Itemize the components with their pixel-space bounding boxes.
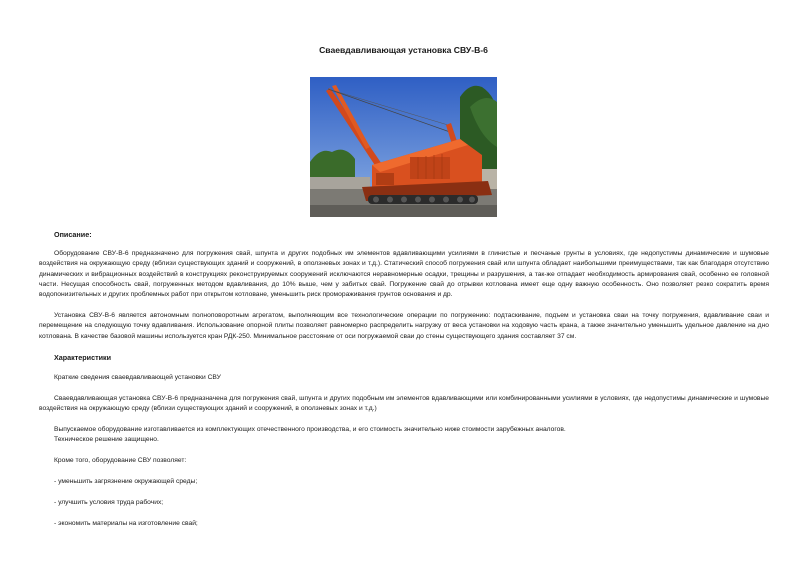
list-item: - экономить материалы на изготовление свай; (54, 520, 198, 527)
description-paragraph-2: Установка СВУ-В-6 является автономным полноповоротным агрегатом, выполняющим все технологические операции по погружению: подтаскивание, подъем и установка сваи на точку погружения, вдавливание сваи и перемещение на следующую точку вдавливания. Использование опорной плиты позволяет равномерно распределить нагрузку от веса установки на ходовую часть крана, а также значительно уменьшить удельное давление на дно котлована. В качестве базовой машины используется кран РДК-250. Минимальное расстояние от оси погружаемой сваи до стены существующего здания составляет 37 см. (39, 312, 769, 340)
description-paragraph-1: Оборудование СВУ-В-6 предназначено для погружения свай, шпунта и других подобных им элементов вдавливающими усилиями в глинистые и песчаные грунты в условиях, где недопустимы динамические и шумовые воздействия на окружающую среду (вблизи существующих зданий и сооружений, в оползневых зонах и т.д.). Статический способ погружения свай или шпунта обладает наибольшими преимуществами, так как благодаря отсутствию динамических и вибрационных воздействий в конструкциях реконструируемых сооружений исключаются неравномерные осадки, трещины и разрушения, а так-же отпадает необходимость армирования свай, особенно ее головной части. Несущая способность свай, погруженных методом вдавливания, до 10% выше, чем у забитых свай. Погружение свай до отрывки котлована имеет еще одну важную особенность. Оно позволяет резко сократить время водопонизительных и других проблемных работ при открытом котловане, уменьшить риск промораживания грунтов основания и др. (39, 250, 769, 299)
characteristics-paragraph: Сваевдавливающая установка СВУ-В-6 предназначена для погружения свай, шпунта и других подобным им элементов вдавливающими или комбинированными усилиями в условиях, где недопустимы динамические и шумовые воздействия на окружающую среду (вблизи существующих зданий и сооружений, в оползневых зонах и т.д.) (39, 395, 769, 413)
allows-intro: Кроме того, оборудование СВУ позволяет: (54, 457, 187, 464)
description-heading: Описание: (54, 230, 92, 239)
list-item: - улучшить условия труда рабочих; (54, 499, 164, 506)
page-title: Сваевдавливающая установка СВУ-В-6 (319, 45, 488, 55)
machine-photo (310, 77, 497, 217)
list-item: - уменьшить загрязнение окружающей среды; (54, 478, 198, 485)
produced-line-1: Выпускаемое оборудование изготавливается из комплектующих отечественного производства, и его стоимость значительно ниже стоимости зарубежных аналогов. (54, 426, 566, 433)
characteristics-heading: Характеристики (54, 353, 112, 362)
produced-line-2: Техническое решение защищено. (54, 436, 159, 443)
brief-info-line: Краткие сведения сваевдавливающей установки СВУ (54, 374, 221, 381)
